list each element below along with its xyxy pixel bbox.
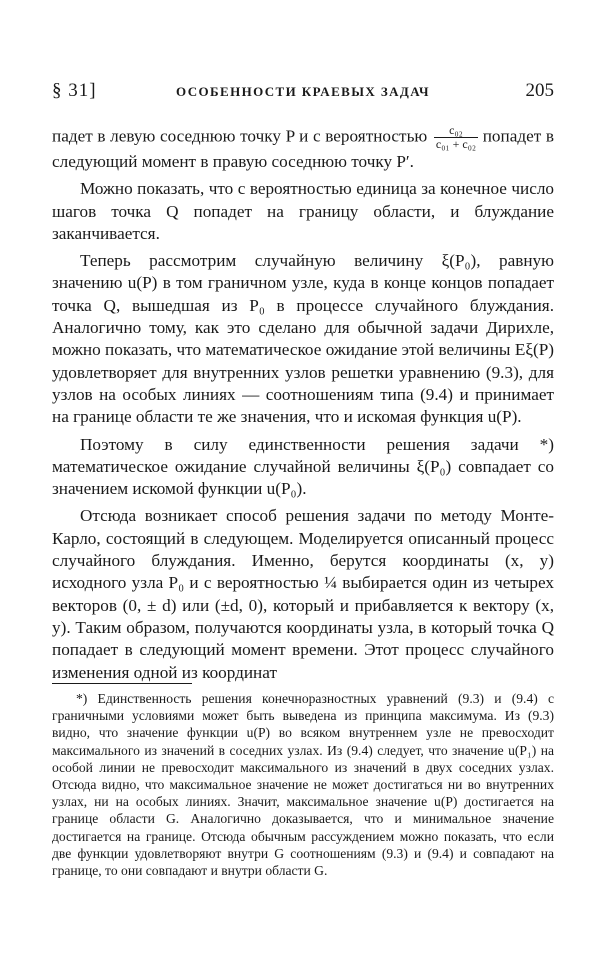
footnote-divider <box>52 683 192 684</box>
paragraph-4: Поэтому в силу единственности решения задачи *) математическое ожидание случайной величины ξ(P₀) совпадает со значением искомой функции u(P₀). <box>52 434 554 499</box>
main-text <box>52 124 554 684</box>
paragraph-3: Теперь рассмотрим случайную величину ξ(P₀), равную значению u(P) в том граничном узле, куда в конце концов попадает точка Q, вышедшая из P₀ в процессе случайного блуждания. Аналогично тому, как это сделано для обычной задачи Дирихле, можно показать, что математическое ожидание этой величины Eξ(P) удовлетворяет для внутренних узлов решетки уравнению (9.3), для узлов на особых линиях — соотношениям типа (9.4) и принимает на границе области те же значения, что и искомая функция u(P). <box>52 251 554 427</box>
paragraph-1-end: попадет в следующий момент в правую соседнюю точку P′. <box>52 126 554 171</box>
paragraph-5: Отсюда возникает способ решения задачи по методу Монте-Карло, состоящий в следующем. Моделируется описанный процесс случайного блуждания. Именно, берутся координаты (x, y) исходного узла P₀ и с вероятностью ¼ выбирается один из четырех векторов (0, ± d) или (±d, 0), который и прибавляется к вектору (x, y). Таким образом, получаются координаты узла, в который точка Q попадает в следующий момент времени. Этот процесс случайного изменения одной из координат <box>52 506 554 682</box>
paragraph-1 <box>52 124 554 173</box>
footnote: *) Единственность решения конечноразностных уравнений (9.3) и (9.4) с граничными условиями может быть выведена из принципа максимума. Из (9.3) видно, что значение функции u(P) во всяком внутреннем узле не превосходит максимального из значений в соседних узлах. Из (9.4) следует, что значение u(P₁) на особой линии не превосходит максимального из значений в двух соседних узлах. Отсюда видно, что максимальное значение не может достигаться ни во внутренних узлах, ни на особых линиях. Значит, максимальное значение u(P) достигается на границе области G. Аналогично доказывается, что и минимальное значение достигается на границе. Отсюда обычным рассуждением можно показать, что если две функции удовлетворяют внутри G соотношениям (9.3) и (9.4) и совпадают на границе, то они совпадают и внутри области G. <box>52 691 554 879</box>
page-header <box>52 80 554 108</box>
section-number: § 31] <box>52 80 97 101</box>
probability-fraction <box>434 124 478 151</box>
paragraph-1-start: падет в левую соседнюю точку P и с вероятностью <box>52 126 428 146</box>
fraction-denominator: c₀₁ + c₀₂ <box>435 137 477 151</box>
fraction-numerator: c₀₂ <box>449 123 463 137</box>
paragraph-2: Можно показать, что с вероятностью единица за конечное число шагов точка Q попадет на границу области, и блуждание заканчивается. <box>52 179 554 243</box>
page-number: 205 <box>525 80 554 101</box>
running-title: ОСОБЕННОСТИ КРАЕВЫХ ЗАДАЧ <box>176 84 430 99</box>
